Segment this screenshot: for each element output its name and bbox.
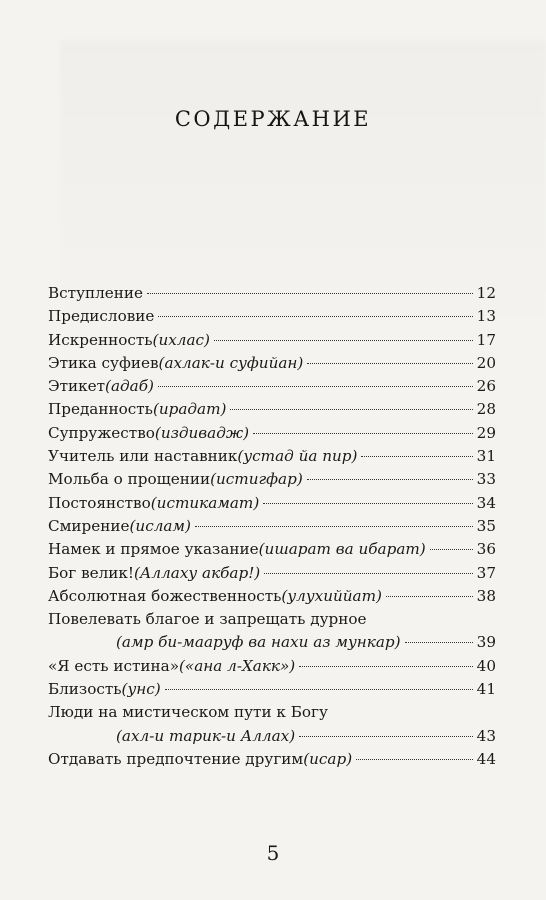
- entry-term: (улухиййат): [281, 586, 382, 605]
- entry-text: Искренность: [48, 330, 153, 349]
- dot-leader: [214, 340, 473, 341]
- entry-page: 38: [476, 586, 496, 605]
- toc-entry: [48, 540, 496, 563]
- toc-entry: [48, 517, 496, 540]
- dot-leader: [405, 642, 473, 643]
- toc-entry: [48, 680, 496, 703]
- entry-term: (истигфар): [210, 470, 303, 489]
- entry-text: Намек и прямое указание: [48, 540, 259, 559]
- entry-term: (ахл-и тарик-и Аллах): [116, 726, 296, 745]
- entry-term: (амр би-мааруф ва нахи аз мункар): [116, 633, 401, 652]
- table-of-contents: [48, 284, 496, 773]
- toc-entry: [48, 424, 496, 447]
- entry-page: 34: [476, 493, 496, 512]
- dot-leader: [356, 759, 473, 760]
- entry-page: 40: [476, 656, 496, 675]
- entry-page: 17: [476, 330, 496, 349]
- toc-entry: [48, 470, 496, 493]
- toc-entry: [48, 400, 496, 423]
- entry-term: (адаб): [105, 377, 154, 396]
- dot-leader: [158, 316, 472, 317]
- toc-entry: [48, 657, 496, 680]
- entry-text: Учитель или наставник: [48, 447, 238, 466]
- toc-entry: [48, 307, 496, 330]
- dot-leader: [386, 596, 473, 597]
- entry-text: Люди на мистическом пути к Богу: [48, 703, 328, 722]
- entry-text: Бог велик!: [48, 563, 134, 582]
- entry-term: (ахлак-и суфийан): [158, 353, 304, 372]
- entry-text: Отдавать предпочтение другим: [48, 749, 304, 768]
- entry-page: 20: [476, 353, 496, 372]
- entry-term: (Аллаху акбар!): [134, 563, 261, 582]
- page-title: СОДЕРЖАНИЕ: [174, 107, 372, 131]
- entry-page: 36: [476, 540, 496, 559]
- entry-term: (устад йа пир): [237, 447, 358, 466]
- toc-entry-continuation: [48, 727, 496, 750]
- entry-text: Повелевать благое и запрещать дурное: [48, 610, 367, 629]
- entry-term: («ана л-Хакк»): [179, 656, 296, 675]
- toc-entry: [48, 587, 496, 610]
- toc-entry: [48, 447, 496, 470]
- dot-leader: [361, 456, 472, 457]
- toc-entry: [48, 564, 496, 587]
- toc-entry: [48, 494, 496, 517]
- entry-term: (исар): [303, 749, 353, 768]
- entry-term: (истикамат): [150, 493, 260, 512]
- entry-term: (унс): [121, 680, 161, 699]
- dot-leader: [263, 503, 472, 504]
- entry-text: Близость: [48, 680, 122, 699]
- entry-page: 35: [476, 516, 496, 535]
- entry-page: 41: [476, 680, 496, 699]
- entry-text: Предисловие: [48, 307, 155, 326]
- entry-page: 26: [476, 377, 496, 396]
- dot-leader: [165, 689, 473, 690]
- entry-term: (ихлас): [152, 330, 210, 349]
- entry-page: 37: [476, 563, 496, 582]
- entry-page: 29: [476, 423, 496, 442]
- entry-text: Этикет: [48, 377, 106, 396]
- toc-entry: [48, 750, 496, 773]
- dot-leader: [253, 433, 473, 434]
- entry-term: (ишарат ва ибарат): [258, 540, 426, 559]
- entry-text: «Я есть истина»: [48, 656, 179, 675]
- entry-text: Вступление: [48, 284, 143, 302]
- entry-text: Постоянство: [48, 493, 151, 512]
- dot-leader: [307, 363, 472, 364]
- dot-leader: [264, 573, 472, 574]
- entry-page: 33: [476, 470, 496, 489]
- entry-page: 44: [476, 749, 496, 768]
- entry-text: Этика суфиев: [48, 353, 159, 372]
- entry-term: (ирадат): [152, 400, 227, 419]
- entry-text: Абсолютная божественность: [48, 586, 282, 605]
- dot-leader: [147, 293, 473, 294]
- dot-leader: [299, 736, 473, 737]
- dot-leader: [307, 479, 473, 480]
- toc-entry: [48, 354, 496, 377]
- entry-page: 28: [476, 400, 496, 419]
- entry-page: 13: [476, 307, 496, 326]
- entry-text: Преданность: [48, 400, 153, 419]
- entry-page: 12: [476, 284, 496, 302]
- toc-entry: [48, 610, 496, 633]
- entry-term: (издивадж): [154, 423, 250, 442]
- toc-entry-continuation: [48, 633, 496, 656]
- toc-entry: [48, 377, 496, 400]
- entry-text: Мольба о прощении: [48, 470, 211, 489]
- toc-entry: [48, 331, 496, 354]
- entry-page: 39: [476, 633, 496, 652]
- dot-leader: [158, 386, 473, 387]
- entry-page: 31: [476, 447, 496, 466]
- entry-text: Супружество: [48, 423, 155, 442]
- toc-entry: [48, 284, 496, 307]
- entry-page: 43: [476, 726, 496, 745]
- dot-leader: [230, 409, 472, 410]
- toc-entry: [48, 703, 496, 726]
- dot-leader: [299, 666, 472, 667]
- dot-leader: [195, 526, 473, 527]
- entry-term: (ислам): [129, 516, 191, 535]
- page-number: 5: [266, 841, 280, 865]
- entry-text: Смирение: [48, 516, 130, 535]
- dot-leader: [430, 549, 473, 550]
